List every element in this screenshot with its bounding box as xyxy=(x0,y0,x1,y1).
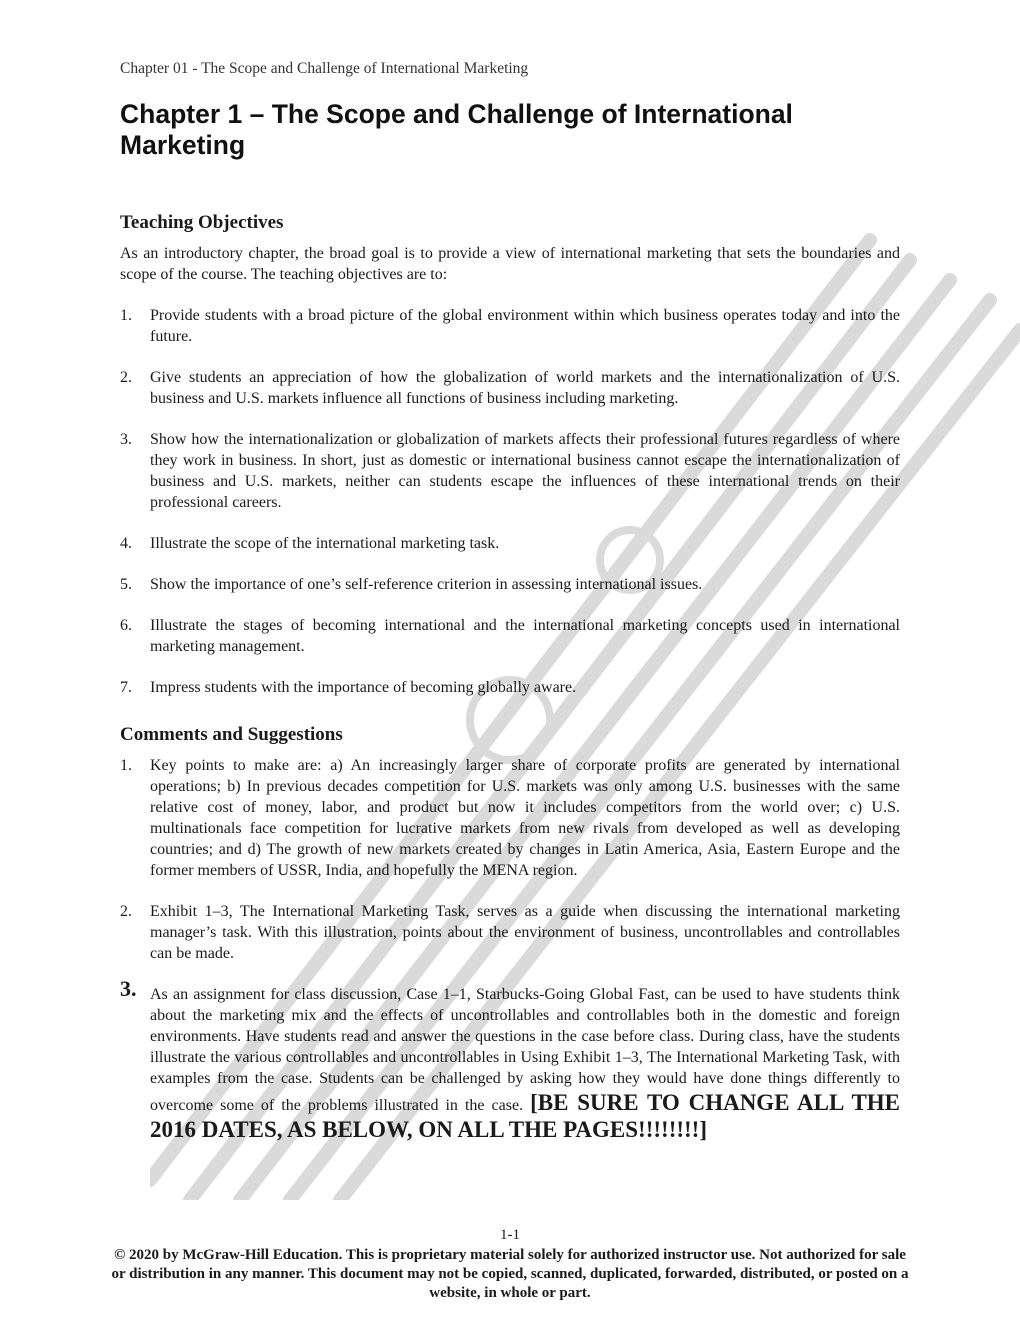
item-number: 3. xyxy=(120,976,137,1001)
list-item xyxy=(120,976,901,1143)
item-number: 7. xyxy=(120,679,132,696)
teaching-objectives-list xyxy=(120,305,900,698)
list-item xyxy=(120,305,900,347)
item-text: Key points to make are: a) An increasingly larger share of corporate profits are generated by international operations; b) In previous decades competition for U.S. markets was only among U.S. businesses with the same relative cost of money, labor, and product but now it includes competitors from the world over; c) U.S. multinationals face competition for lucrative markets from new rivals from developed as well as developing countries; and d) The growth of new markets created by changes in Latin America, Asia, Eastern Europe and the former members of USSR, India, and hopefully the MENA region. xyxy=(150,757,900,879)
list-item xyxy=(120,615,900,657)
item-text: Illustrate the scope of the international marketing task. xyxy=(150,535,500,552)
comments-heading: Comments and Suggestions xyxy=(120,724,343,745)
item-text: Provide students with a broad picture of the global environment within which business operates today and into the future. xyxy=(150,307,900,345)
running-header: Chapter 01 - The Scope and Challenge of International Marketing xyxy=(120,60,529,77)
item-text: Illustrate the stages of becoming international and the international marketing concepts used in international marketing management. xyxy=(150,617,900,655)
list-item xyxy=(120,367,900,409)
item-number: 5. xyxy=(120,576,132,593)
item-number: 4. xyxy=(120,535,132,552)
item-number: 3. xyxy=(120,431,132,448)
chapter-title: Chapter 1 – The Scope and Challenge of International Marketing xyxy=(120,99,793,160)
emphasis-note: [BE SURE TO CHANGE ALL THE 2016 DATES, AS BELOW, ON ALL THE PAGES!!!!!!!!] xyxy=(150,1090,901,1142)
page-footer xyxy=(110,1227,910,1303)
list-item xyxy=(120,533,900,554)
teaching-objectives-heading: Teaching Objectives xyxy=(120,212,284,233)
item-number: 1. xyxy=(120,757,132,774)
copyright-notice: © 2020 by McGraw-Hill Education. This is proprietary material solely for authorized instructor use. Not authorized for sale or distribution in any manner. This document may not be copied, scanned, duplicated, forwarded, distributed, or posted on a website, in whole or part. xyxy=(111,1247,909,1301)
item-number: 6. xyxy=(120,617,132,634)
item-text: As an assignment for class discussion, Case 1–1, Starbucks-Going Global Fast, can be used to have students think about the marketing mix and the effects of uncontrollables and controllables both in the domestic and foreign environments. Have students read and answer the questions in the case before class. During class, have the students illustrate the various controllables and uncontrollables in Using Exhibit 1–3, The International Marketing Task, with examples from the case. Students can be challenged by asking how they would have done things differently to overcome some of the problems illustrated in the case. xyxy=(150,986,900,1114)
item-number: 2. xyxy=(120,369,132,386)
item-text: Impress students with the importance of becoming globally aware. xyxy=(150,679,577,696)
item-text: Show how the internationalization or globalization of markets affects their professional futures regardless of where they work in business. In short, just as domestic or international business cannot escape the internationalization of business and U.S. markets, neither can students escape the influences of these international trends on their professional careers. xyxy=(150,431,900,511)
item-text: Give students an appreciation of how the globalization of world markets and the internationalization of U.S. business and U.S. markets influence all functions of business including marketing. xyxy=(150,369,900,407)
list-item xyxy=(120,429,900,513)
teaching-objectives-section xyxy=(120,211,900,698)
item-text: Exhibit 1–3, The International Marketing Task, serves as a guide when discussing the international marketing manager’s task. With this illustration, points about the environment of business, uncontrollables and controllables can be made. xyxy=(150,903,900,962)
teaching-objectives-intro: As an introductory chapter, the broad goal is to provide a view of international marketing that sets the boundaries and scope of the course. The teaching objectives are to: xyxy=(120,245,900,283)
list-item xyxy=(120,755,900,881)
list-item xyxy=(120,677,900,698)
list-item xyxy=(120,901,900,964)
page-number: 1-1 xyxy=(500,1227,520,1243)
item-number: 1. xyxy=(120,307,132,324)
comments-section xyxy=(120,723,900,1143)
list-item xyxy=(120,574,900,595)
main-content xyxy=(120,211,900,1163)
comments-list xyxy=(120,755,900,1143)
item-text: Show the importance of one’s self-reference criterion in assessing international issues. xyxy=(150,576,703,593)
item-number: 2. xyxy=(120,903,132,920)
